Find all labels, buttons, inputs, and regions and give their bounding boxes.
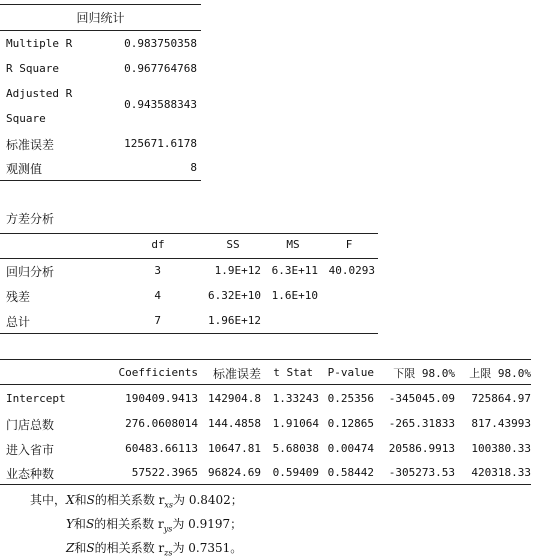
coef-cell: 276.0608014 [125,417,198,430]
coef-cell: 0.58442 [327,466,374,479]
regression-value: 125671.6178 [124,137,197,150]
coef-row-label: 进入省市 [6,443,55,457]
anova-header-ss: SS [226,238,240,251]
coef-cell: 0.25356 [327,392,374,405]
anova-row-label: 回归分析 [6,265,55,279]
note-text: 为 0.7351。 [172,541,243,555]
note-var: Y [66,517,74,531]
note-subscript: zs [164,548,173,558]
coef-row-label: 业态种数 [6,467,55,481]
coef-header-lower: 下限 98.0% [393,367,455,380]
regression-title: 回归统计 [76,11,125,25]
note-var: S [86,493,95,507]
regression-label: Adjusted R [6,87,73,100]
coef-cell: -305273.53 [388,466,455,479]
coef-cell: 420318.33 [471,466,531,479]
note-var: X [66,493,75,507]
anova-cell-ms: 1.6E+10 [271,289,318,302]
regression-value: 0.943588343 [124,98,197,111]
note-line [30,491,243,509]
anova-cell-df: 7 [154,314,161,327]
note-line [66,539,242,557]
coef-cell: 60483.66113 [125,442,198,455]
anova-cell-df: 4 [154,289,161,302]
rule-header [0,384,531,385]
coef-cell: -345045.09 [388,392,455,405]
coef-header-coefficients: Coefficients [118,366,198,379]
rule-top [0,4,201,5]
anova-header-ms: MS [286,238,300,251]
coef-cell: 5.68038 [272,442,319,455]
anova-header-f: F [345,238,353,251]
rule-header [0,258,378,259]
note-text: 和 [74,541,87,555]
coef-cell: 0.12865 [327,417,374,430]
coef-cell: -265.31833 [388,417,455,430]
coef-header-stderr: 标准误差 [212,367,261,381]
coef-cell: 10647.81 [208,442,261,455]
coef-cell: 20586.9913 [388,442,455,455]
rule-bottom [0,180,201,181]
note-var: S [85,517,95,531]
note-line [66,515,242,533]
note-text: 的相关系数 r [94,541,165,555]
note-prefix: 其中， [30,493,67,507]
regression-label: R Square [6,62,59,75]
note-var: S [86,541,95,555]
rule-bottom [0,484,531,485]
note-subscript: xs [164,500,173,510]
anova-cell-ss: 1.96E+12 [208,314,261,327]
anova-row-label: 总计 [6,315,31,329]
coef-row-label: 门店总数 [6,418,55,432]
coef-cell: 100380.33 [471,442,531,455]
coef-cell: 817.43993 [471,417,531,430]
anova-cell-f: 40.0293 [328,264,375,277]
coef-cell: 144.4858 [208,417,261,430]
regression-label: 观测值 [6,162,43,176]
coef-cell: 96824.69 [208,466,261,479]
regression-value: 0.983750358 [124,37,197,50]
coef-cell: 1.33243 [272,392,319,405]
note-text: 和 [74,493,87,507]
regression-label: 标准误差 [6,138,55,152]
anova-header-df: df [151,238,165,251]
regression-value: 0.967764768 [124,62,197,75]
anova-row-label: 残差 [6,290,31,304]
rule-top [0,359,531,360]
note-text: 的相关系数 r [94,517,164,531]
coef-header-pvalue: P-value [327,366,374,379]
coef-cell: 725864.97 [471,392,531,405]
rule-bottom [0,333,378,334]
note-text: 的相关系数 r [94,493,165,507]
note-subscript: ys [163,524,173,534]
anova-cell-df: 3 [154,264,161,277]
coef-cell: 0.00474 [327,442,374,455]
note-var: Z [66,541,75,555]
regression-label-cont: Square [6,112,46,125]
note-text: 和 [73,517,86,531]
note-text: 为 0.8402； [173,493,243,507]
anova-cell-ms: 6.3E+11 [271,264,318,277]
rule-top [0,233,378,234]
note-text: 为 0.9197； [172,517,243,531]
coef-cell: 190409.9413 [125,392,198,405]
anova-cell-ss: 6.32E+10 [208,289,261,302]
coef-row-label: Intercept [6,392,66,405]
regression-value: 8 [190,161,197,174]
coef-header-tstat: t Stat [273,366,313,379]
coef-cell: 57522.3965 [131,466,198,479]
coef-header-upper: 上限 98.0% [469,367,531,380]
rule-header [0,30,201,31]
anova-cell-ss: 1.9E+12 [214,264,261,277]
regression-label: Multiple R [6,37,73,50]
coef-cell: 0.59409 [272,466,319,479]
anova-title: 方差分析 [6,212,55,226]
coef-cell: 1.91064 [272,417,319,430]
coef-cell: 142904.8 [208,392,261,405]
